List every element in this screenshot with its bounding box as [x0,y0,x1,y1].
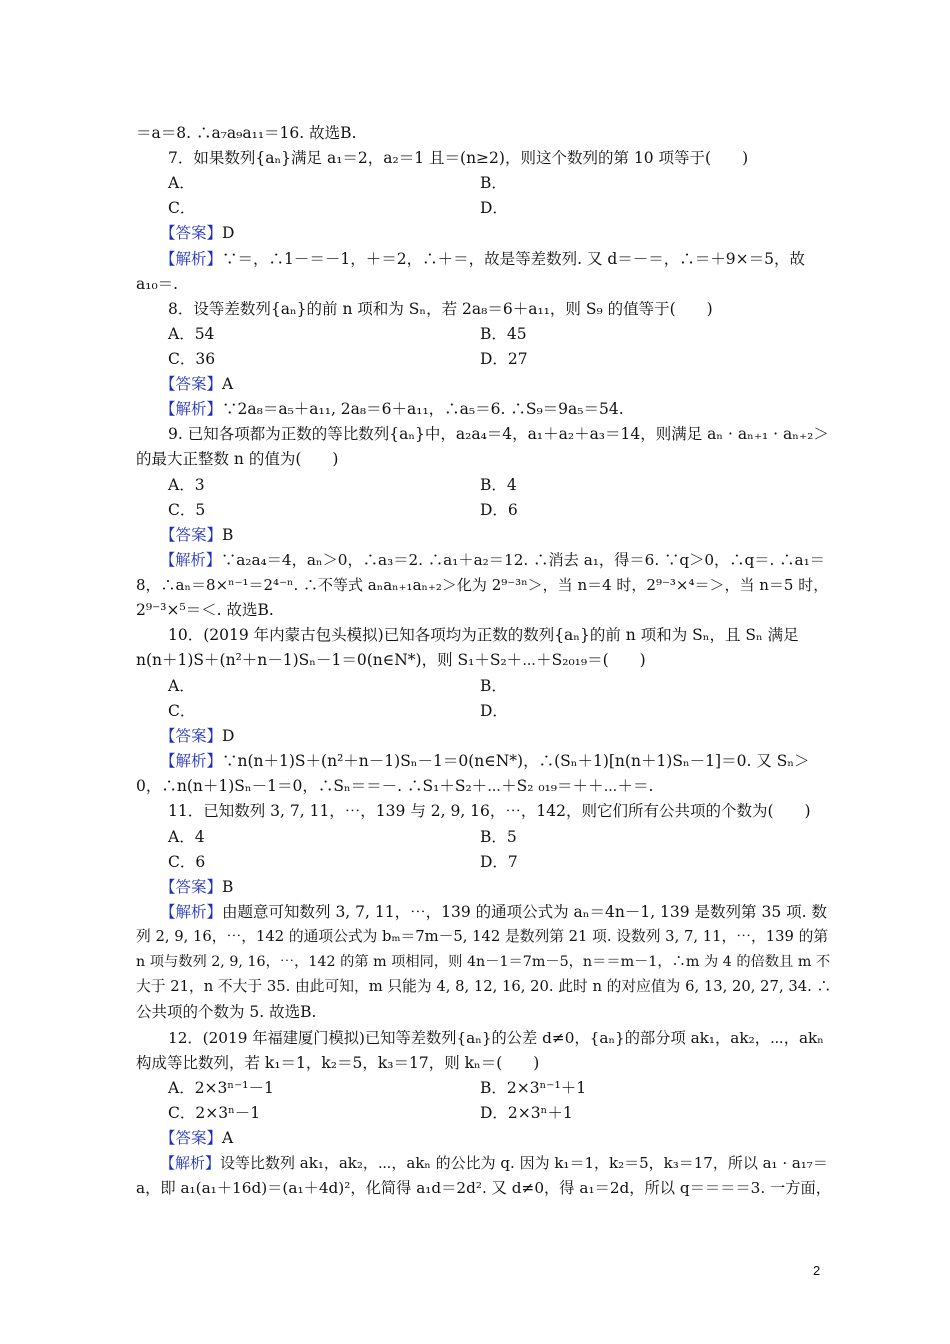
option-a: A． [168,677,195,695]
option-c: C．5 [168,501,206,519]
option-b: B．2×3ⁿ⁻¹＋1 [480,1079,587,1097]
analysis-text: 8，∴aₙ＝8×ⁿ⁻¹＝2⁴⁻ⁿ. ∴不等式 aₙaₙ₊₁aₙ₊₂＞化为 2⁹⁻³ⁿ＞，当 n＝4 时，2⁹⁻³×⁴＝＞，当 n＝5 时， [136,576,829,594]
analysis-tag: 【解析】 [160,400,223,418]
analysis-tag: 【解析】 [160,551,221,569]
answer-value: D [222,224,235,242]
option-b: B． [480,174,507,192]
analysis-line [160,750,810,772]
analysis-line [160,248,805,270]
analysis-tag: 【解析】 [160,250,223,268]
analysis-text: a₁₀＝. [136,275,179,293]
analysis-text: ∵n(n＋1)S＋(n²＋n－1)Sₙ－1＝0(n∈N*)，∴(Sₙ＋1)[n(n＋1)Sₙ－1]＝0. 又 Sₙ＞ [222,752,810,770]
analysis-tag: 【解析】 [160,903,223,921]
question-12-cont: 构成等比数列，若 k₁＝1，k₂＝5，k₃＝17，则 kₙ＝( ) [136,1054,540,1072]
analysis-text: n 项与数列 2, 9, 16，⋯，142 的第 m 项相同，则 4n－1＝7m－5，n＝＝m－1，∴m 为 4 的倍数且 m 不 [136,954,831,970]
answer-tag: 【答案】 [160,727,223,745]
answer-value: B [222,526,234,544]
page-number: 2 [813,1263,821,1278]
analysis-text: 大于 21，n 不大于 35. 由此可知，m 只能为 4, 8, 12, 16, 20. 此时 n 的对应值为 6, 13, 20, 27, 34. ∴ [136,978,832,995]
option-a: A．4 [168,828,205,846]
question-9-cont: 的最大正整数 n 的值为( ) [136,450,339,468]
analysis-text: 2⁹⁻³×⁵＝＜. 故选B. [136,601,274,619]
question-10-cont: n(n＋1)S＋(n²＋n－1)Sₙ－1＝0(n∈N*)，则 S₁＋S₂＋⋯＋S₂₀₁₉＝( ) [136,651,646,669]
question-9: 9. 已知各项都为正数的等比数列{aₙ}中，a₂a₄＝4，a₁＋a₂＋a₃＝14，则满足 aₙ · aₙ₊₁ · aₙ₊₂＞ [168,425,829,443]
analysis-text: ∵a₂a₄＝4，aₙ＞0，∴a₃＝2. ∴a₁＋a₂＝12. ∴消去 a₁，得＝6. ∵q＞0，∴q＝. ∴a₁＝ [221,551,825,569]
answer-value: B [222,878,234,896]
option-b: B．5 [480,828,517,846]
answer-tag: 【答案】 [160,224,223,242]
answer-line [160,725,234,747]
option-a: A．54 [168,325,215,343]
option-a: A．3 [168,476,205,494]
answer-line [160,373,233,395]
option-c: C．6 [168,853,206,871]
analysis-tag: 【解析】 [160,1154,221,1172]
text-line: ＝a＝8. ∴a₇a₉a₁₁＝16. 故选B. [136,124,357,142]
option-a: A．2×3ⁿ⁻¹－1 [168,1079,274,1097]
answer-value: A [222,375,234,393]
analysis-text: 设等比数列 ak₁，ak₂，⋯，akₙ 的公比为 q. 因为 k₁＝1，k₂＝5，k₃＝17，所以 a₁ · a₁₇＝ [220,1154,828,1172]
option-b: B．4 [480,476,517,494]
analysis-text: ∵＝，∴1－＝－1，＋＝2，∴＋＝，故是等差数列. 又 d＝－＝，∴＝＋9×＝5，故 [222,250,806,268]
answer-line [160,1127,233,1149]
question-8: 8．设等差数列{aₙ}的前 n 项和为 Sₙ，若 2a₈＝6＋a₁₁，则 S₉ 的值等于( ) [168,300,713,318]
question-7: 7．如果数列{aₙ}满足 a₁＝2，a₂＝1 且＝(n≥2)，则这个数列的第 10 项等于( ) [168,149,749,167]
option-d: D．2×3ⁿ＋1 [480,1104,573,1122]
option-a: A． [168,174,195,192]
answer-tag: 【答案】 [160,878,223,896]
question-10: 10．(2019 年内蒙古包头模拟)已知各项均为正数的数列{aₙ}的前 n 项和为 Sₙ，且 Sₙ 满足 [168,626,799,644]
option-c: C．2×3ⁿ－1 [168,1104,261,1122]
option-d: D．27 [480,350,528,368]
analysis-text: ∵2a₈＝a₅＋a₁₁, 2a₈＝6＋a₁₁，∴a₅＝6. ∴S₉＝9a₅＝54. [222,400,624,418]
answer-value: A [222,1129,234,1147]
analysis-line [160,398,624,420]
answer-line [160,524,233,546]
answer-value: D [222,727,235,745]
option-b: B． [480,677,507,695]
analysis-text: 列 2, 9, 16，⋯，142 的通项公式为 bₘ＝7m－5, 142 是数列第 21 项. 设数列 3, 7, 11，⋯，139 的第 [136,928,829,945]
option-d: D．6 [480,501,518,519]
answer-tag: 【答案】 [160,375,223,393]
analysis-line [160,549,825,571]
option-b: B．45 [480,325,527,343]
option-d: D． [480,702,508,720]
analysis-tag: 【解析】 [160,752,223,770]
analysis-text: 公共项的个数为 5. 故选B. [136,1003,317,1021]
option-c: C． [168,702,196,720]
answer-line [160,876,233,898]
answer-tag: 【答案】 [160,1129,223,1147]
analysis-line [160,901,827,923]
option-d: D．7 [480,853,518,871]
question-11: 11．已知数列 3, 7, 11，⋯，139 与 2, 9, 16，⋯，142，则它们所有公共项的个数为( ) [168,802,811,820]
question-12: 12．(2019 年福建厦门模拟)已知等差数列{aₙ}的公差 d≠0，{aₙ}的部分项 ak₁，ak₂，⋯，akₙ [168,1029,824,1047]
analysis-text: 0，∴n(n＋1)Sₙ－1＝0，∴Sₙ＝＝－. ∴S₁＋S₂＋⋯＋S₂ ₀₁₉＝＋＋⋯＋＝. [136,777,654,795]
analysis-line [160,1152,828,1174]
option-c: C． [168,199,196,217]
option-c: C．36 [168,350,216,368]
answer-line [160,222,234,244]
analysis-text: 由题意可知数列 3, 7, 11，⋯，139 的通项公式为 aₙ＝4n－1, 139 是数列第 35 项. 数 [222,903,827,921]
analysis-text: a，即 a₁(a₁＋16d)＝(a₁＋4d)²，化简得 a₁d＝2d². 又 d≠0，得 a₁＝2d，所以 q＝＝＝＝3. 一方面， [136,1179,832,1197]
option-d: D． [480,199,508,217]
answer-tag: 【答案】 [160,526,223,544]
